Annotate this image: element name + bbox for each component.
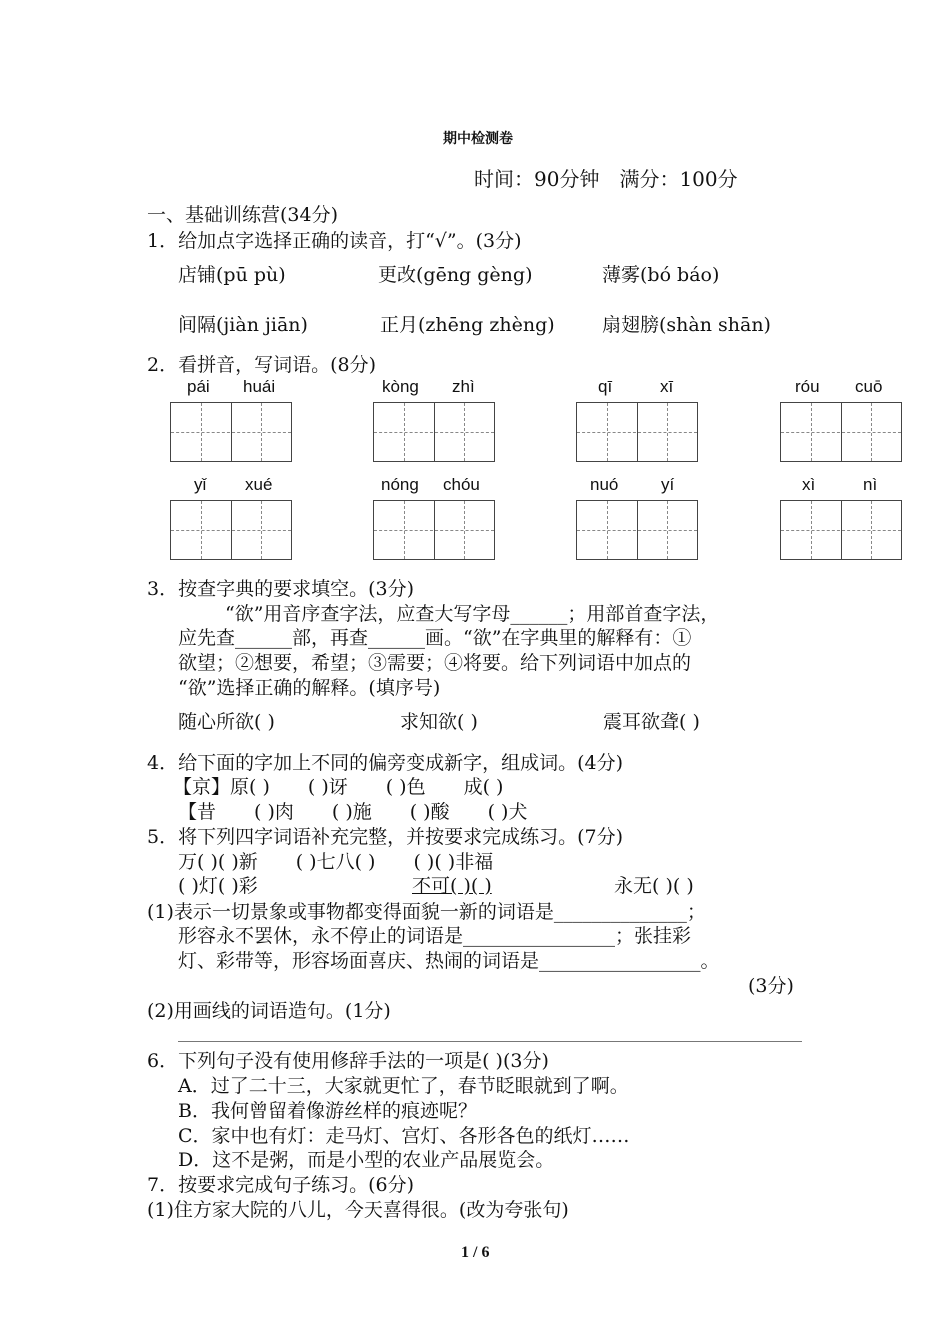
q3-item: 震耳欲聋( ) [603, 711, 700, 733]
pinyin-label: nì [863, 475, 878, 494]
q1-item: 店铺(pū pù) [178, 264, 286, 286]
q5-prompt: 5．将下列四字词语补充完整，并按要求完成练习。(7分) [147, 826, 624, 848]
q1-item: 扇翅膀(shàn shān) [602, 314, 771, 336]
q1-item: 正月(zhēng zhèng) [380, 314, 555, 336]
q1-item: 间隔(jiàn jiān) [178, 314, 308, 336]
pinyin-label: kòng [382, 377, 419, 396]
q6-option: C．家中也有灯：走马灯、宫灯、各形各色的纸灯…… [178, 1125, 630, 1147]
pinyin-label: nóng [381, 475, 419, 494]
q3-text: “欲”选择正确的解释。(填序号) [178, 677, 441, 699]
q6-prompt: 6．下列句子没有使用修辞手法的一项是( )(3分) [147, 1050, 549, 1072]
pinyin-label: chóu [443, 475, 480, 494]
q3-prompt: 3．按查字典的要求填空。(3分) [147, 578, 415, 600]
time-info: 时间：90分钟 满分：100分 [474, 167, 738, 191]
writing-grid[interactable] [780, 402, 902, 462]
q3-text: 欲望；②想要，希望；③需要；④将要。给下列词语中加点的 [178, 652, 692, 674]
writing-grid[interactable] [373, 500, 495, 560]
q3-item: 求知欲( ) [400, 711, 478, 733]
q5-sub1: 灯、彩带等，形容场面喜庆、热闹的词语是_________________。 [178, 950, 720, 972]
writing-grid[interactable] [576, 402, 698, 462]
pinyin-label: nuó [590, 475, 619, 494]
pinyin-label: pái [187, 377, 210, 396]
q5-idiom: 永无( )( ) [614, 875, 694, 897]
answer-line[interactable] [178, 1041, 802, 1042]
q5-sub2: (2)用画线的词语造句。(1分) [147, 1000, 391, 1022]
section-heading: 一、基础训练营(34分) [147, 204, 339, 226]
page-title: 期中检测卷 [443, 131, 513, 147]
q3-text: 应先查______部，再查______画。“欲”在字典里的解释有：① [178, 627, 692, 649]
q7-sub1: (1)住方家大院的八儿，今天喜得很。(改为夸张句) [147, 1199, 569, 1221]
pinyin-label: huái [243, 377, 276, 396]
q4-prompt: 4．给下面的字加上不同的偏旁变成新字，组成词。(4分) [147, 752, 624, 774]
q2-prompt: 2．看拼音，写词语。(8分) [147, 354, 377, 376]
pinyin-label: yǐ [194, 475, 207, 494]
writing-grid[interactable] [170, 500, 292, 560]
q5-idiom: ( )灯( )彩 [178, 875, 258, 897]
q7-prompt: 7．按要求完成句子练习。(6分) [147, 1174, 415, 1196]
writing-grid[interactable] [170, 402, 292, 462]
pinyin-label: qī [598, 377, 613, 396]
writing-grid[interactable] [576, 500, 698, 560]
page-number: 1 / 6 [461, 1244, 490, 1261]
pinyin-label: xì [802, 475, 816, 494]
q5-sub1: (1)表示一切景象或事物都变得面貌一新的词语是______________； [147, 901, 706, 923]
q3-text: “欲”用音序查字法，应查大写字母______；用部首查字法， [225, 603, 720, 625]
pinyin-label: xué [245, 475, 273, 494]
q1-prompt: 1．给加点字选择正确的读音，打“√”。(3分) [147, 230, 522, 252]
pinyin-label: cuō [855, 377, 883, 396]
pinyin-label: róu [795, 377, 820, 396]
q5-idiom-underlined: 不可( )( ) [412, 875, 492, 897]
pinyin-label: zhì [452, 377, 475, 396]
pinyin-label: yí [661, 475, 675, 494]
writing-grid[interactable] [373, 402, 495, 462]
q5-row: 万( )( )新 ( )七八( ) ( )( )非福 [178, 851, 494, 873]
q4-row: 【京】原( ) ( )讶 ( )色 成( ) [173, 776, 504, 798]
q5-score: (3分) [748, 975, 794, 997]
q5-sub1: 形容永不罢休，永不停止的词语是________________；张挂彩 [178, 925, 692, 947]
q1-item: 更改(gēng gèng) [378, 264, 533, 286]
q3-item: 随心所欲( ) [178, 711, 275, 733]
q6-option: B．我何曾留着像游丝样的痕迹呢？ [178, 1100, 477, 1122]
q6-option: A．过了二十三，大家就更忙了，春节眨眼就到了啊。 [178, 1075, 629, 1097]
pinyin-label: xī [660, 377, 674, 396]
q4-row: 【昔 ( )肉 ( )施 ( )酸 ( )犬 [178, 801, 528, 823]
q1-item: 薄雾(bó báo) [602, 264, 720, 286]
writing-grid[interactable] [780, 500, 902, 560]
q6-option: D．这不是粥，而是小型的农业产品展览会。 [178, 1149, 555, 1171]
